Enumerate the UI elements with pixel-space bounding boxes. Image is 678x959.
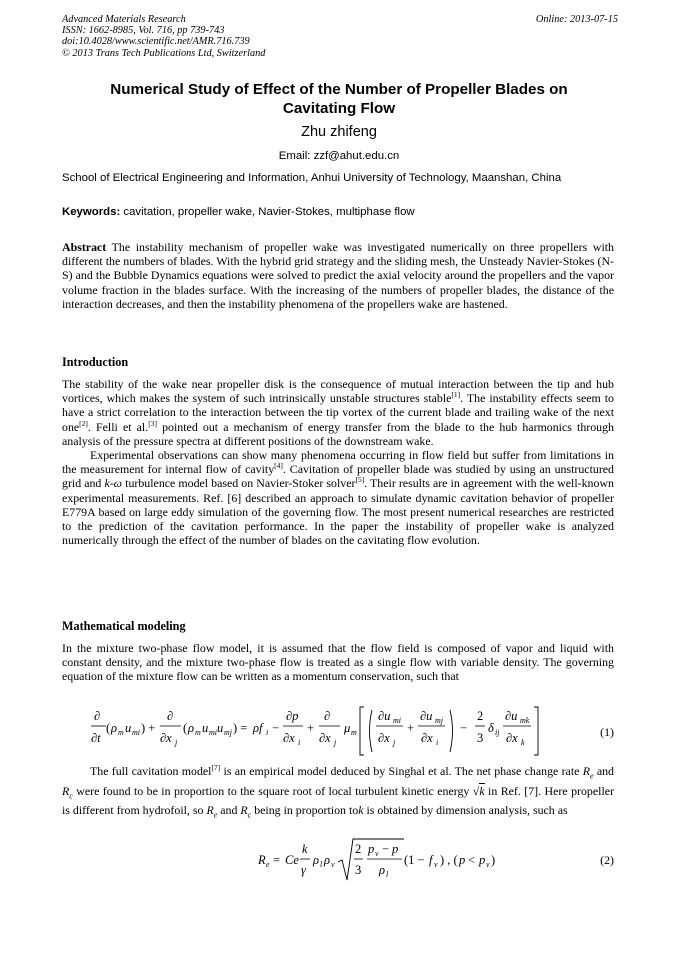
svg-text:ρf: ρf — [253, 721, 263, 735]
doi-line: doi:10.4028/www.scientific.net/AMR.716.739 — [62, 36, 250, 48]
citation-5: [5] — [355, 475, 365, 485]
citation-4: [4] — [274, 461, 283, 471]
svg-text:+: + — [307, 721, 315, 735]
svg-text:2: 2 — [355, 842, 362, 856]
svg-text:p: p — [368, 842, 375, 856]
svg-text:μ: μ — [344, 721, 351, 735]
svg-text:l: l — [320, 860, 323, 869]
svg-text:∂: ∂ — [94, 709, 101, 723]
citation-1: [1] — [451, 390, 461, 400]
svg-text:mj: mj — [435, 716, 443, 725]
svg-text:u: u — [217, 721, 224, 735]
svg-text:ρ: ρ — [111, 721, 117, 735]
citation-3: [3] — [148, 418, 157, 428]
journal-name: Advanced Materials Research — [62, 14, 186, 25]
svg-text:): ) — [491, 853, 496, 867]
svg-text:∂x: ∂x — [378, 731, 390, 745]
svg-text:Ce: Ce — [285, 853, 299, 867]
svg-text:j: j — [393, 738, 396, 747]
paper-title — [62, 80, 616, 118]
svg-text:i: i — [436, 738, 439, 747]
svg-text:m: m — [195, 728, 201, 737]
svg-text:<: < — [468, 853, 476, 867]
svg-text:γ: γ — [301, 863, 306, 877]
svg-text:v: v — [486, 860, 490, 869]
svg-text:3: 3 — [477, 731, 484, 745]
modeling-paragraph-2: The full cavitation model[7] is an empirical model deduced by Singhal et al. The net phase change rate $R_e$ and $R_c$ were found to be in proportion to the square root of local turbulent kinetic energy √k in Ref. [7]. Here propeller is different from hydrofoil, so $R_e$ and $R_c$ being in proportion tok is obtained by dimension analysis, such as — [62, 763, 614, 820]
svg-text:ρ: ρ — [313, 853, 319, 867]
svg-text:mi: mi — [209, 728, 217, 737]
svg-text:v: v — [331, 860, 335, 869]
svg-text:l: l — [386, 870, 389, 879]
svg-text:∂: ∂ — [167, 709, 174, 723]
svg-text:ρ: ρ — [379, 863, 385, 877]
svg-text:∂u: ∂u — [378, 709, 391, 723]
author-name: Zhu zhifeng — [301, 124, 377, 140]
svg-text:∂t: ∂t — [91, 731, 101, 745]
online-date: Online: 2013-07-15 — [535, 14, 618, 25]
svg-text:∂u: ∂u — [420, 709, 433, 723]
svg-text:mi: mi — [132, 728, 140, 737]
svg-text:) =: ) = — [233, 721, 248, 735]
equation-1-number: (1) — [600, 725, 614, 739]
author-affiliation: School of Electrical Engineering and Information, Anhui University of Technology, Maanshan, China — [62, 172, 562, 184]
svg-text:p: p — [392, 842, 399, 856]
svg-text:2: 2 — [477, 709, 484, 723]
equation-2-number: (2) — [600, 853, 614, 867]
modeling-heading: Mathematical modeling — [62, 619, 186, 633]
svg-text:mk: mk — [520, 716, 530, 725]
svg-text:i: i — [298, 738, 301, 747]
introduction-body — [62, 377, 614, 547]
svg-text:∂p: ∂p — [286, 709, 299, 723]
svg-text:=: = — [273, 853, 281, 867]
svg-text:) , (: ) , ( — [440, 853, 458, 867]
svg-text:∂x: ∂x — [506, 731, 518, 745]
svg-text:f: f — [429, 853, 433, 867]
svg-text:R: R — [258, 853, 266, 867]
intro-paragraph-1: The stability of the wake near propeller disk is the consequence of mutual interaction between the tip and hub vortices, which makes the system of such intrinsically unstable structures stable[1]. The instability effects seem to have a strict correlation to the interaction between the tip vortex of the current blade and trailing wake of the next one[2]. Felli et al.[3] pointed out a mechanism of energy transfer from the blade to the hub harmonics through analysis of the pressure spectra at different positions of the downstream wake. — [62, 377, 615, 448]
svg-text:ρ: ρ — [188, 721, 194, 735]
svg-text:v: v — [434, 860, 438, 869]
introduction-heading: Introduction — [62, 355, 129, 369]
equation-1 — [62, 704, 614, 758]
keywords — [62, 206, 618, 218]
svg-text:e: e — [266, 860, 270, 869]
equation-2 — [62, 834, 614, 886]
equation-1-formula — [90, 704, 610, 758]
svg-text:∂x: ∂x — [319, 731, 331, 745]
abstract — [62, 240, 614, 311]
title-line-1: Numerical Study of Effect of the Number of Propeller Blades on — [110, 81, 568, 98]
keywords-label: Keywords: — [62, 206, 121, 218]
svg-text:v: v — [375, 849, 379, 858]
svg-text:u: u — [125, 721, 132, 735]
svg-text:) +: ) + — [141, 721, 156, 735]
svg-text:∂x: ∂x — [283, 731, 295, 745]
svg-text:(: ( — [106, 721, 111, 735]
svg-text:m: m — [351, 728, 357, 737]
citation-7: [7] — [211, 763, 221, 772]
svg-text:∂x: ∂x — [160, 731, 172, 745]
modeling-paragraph-1: In the mixture two-phase flow model, it is assumed that the flow field is composed of vapor and liquid with constant density, and the mixture two-phase flow is treated as a single flow with variable density. The governing equation of the mixture flow can be written as a momentum conservation, such that — [62, 641, 614, 684]
svg-text:(: ( — [183, 721, 188, 735]
author-email: Email: zzf@ahut.edu.cn — [278, 150, 400, 162]
equation-2-formula — [258, 834, 518, 886]
svg-text:ρ: ρ — [324, 853, 330, 867]
abstract-text: The instability mechanism of propeller wake was investigated numerically on three propellers with different the numbers of blades. With the hybrid grid strategy and the sliding mesh, the Unsteady Navier-Stokes (N-S) and the Bubble Dynamics equations were solved to predict the axial velocity around the propellers and the vapor volume fraction in the blades surface. With the increasing of the numbers of propeller blades, the distance of the interaction decreases, and then the instability phenomena of the propellers wake are hastened. — [62, 240, 614, 311]
svg-text:ij: ij — [495, 728, 500, 737]
svg-text:δ: δ — [488, 721, 494, 735]
svg-text:m: m — [118, 728, 124, 737]
svg-text:j: j — [334, 738, 337, 747]
svg-text:∂x: ∂x — [421, 731, 433, 745]
svg-text:p: p — [479, 853, 486, 867]
keywords-list: cavitation, propeller wake, Navier-Stokes, multiphase flow — [123, 206, 415, 218]
sqrt-k-symbol: √k — [472, 783, 485, 798]
intro-paragraph-2: Experimental observations can show many phenomena occurring in flow field but suffer from limitations in the measurement for internal flow of cavity[4]. Cavitation of propeller blade was studied by using an unstructured grid and k-ω turbulence model based on Navier-Stoker solver[5]. Their results are in agreement with the well-known experimental measurements. Ref. [6] described an approach to simulate dynamic cavitation behavior of propeller E779A based on large eddy simulation of the governing flow. The most present numerical researches are restricted to the prediction of the cavitation performance. In the paper the instability of propeller wake is analyzed numerically through the effect of the number of blades on the cavitating flow evolution. — [62, 448, 615, 548]
journal-header — [62, 14, 618, 59]
svg-text:i: i — [266, 728, 269, 737]
svg-text:mi: mi — [393, 716, 401, 725]
svg-text:k: k — [521, 738, 525, 747]
svg-text:(1 −: (1 − — [404, 853, 425, 867]
svg-text:3: 3 — [355, 863, 362, 877]
svg-text:−: − — [460, 721, 468, 735]
title-line-2: Cavitating Flow — [282, 100, 396, 117]
svg-text:∂u: ∂u — [505, 709, 518, 723]
abstract-label: Abstract — [62, 240, 107, 254]
citation-2: [2] — [79, 418, 88, 428]
svg-text:∂: ∂ — [324, 709, 331, 723]
svg-text:u: u — [202, 721, 209, 735]
svg-text:mj: mj — [224, 728, 232, 737]
svg-text:j: j — [175, 738, 178, 747]
svg-text:−: − — [272, 721, 280, 735]
issn-line: ISSN: 1662-8985, Vol. 716, pp 739-743 — [62, 25, 225, 37]
svg-text:k: k — [302, 842, 308, 856]
svg-text:−: − — [382, 842, 390, 856]
copyright-line: © 2013 Trans Tech Publications Ltd, Switzerland — [62, 47, 266, 59]
svg-text:+: + — [407, 721, 415, 735]
svg-text:p: p — [459, 853, 466, 867]
